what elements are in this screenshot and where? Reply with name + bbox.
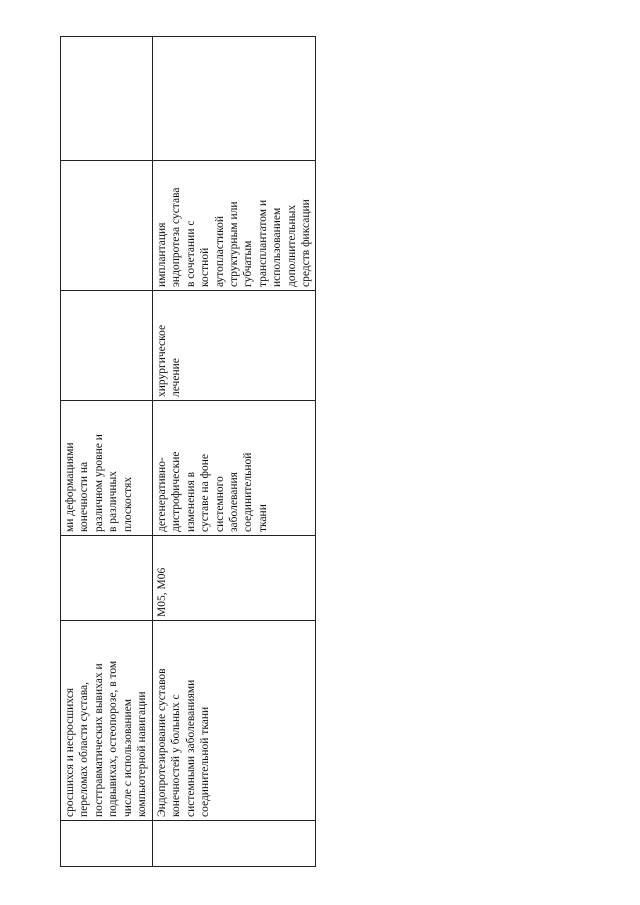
- table-cell: [61, 821, 153, 867]
- table-cell: дегенеративно- дистрофические изменения в суставе на фоне системного заболевания соединительной ткани: [153, 401, 316, 536]
- table-cell: Эндопротезирование суставов конечностей у больных с системными заболеваниями соединительной ткани: [153, 621, 316, 821]
- table-cell: имплантация эндопротеза сустава в сочетании с костной аутопластикой структурным или губчатым трансплантатом и использованием дополнительных средств фиксации: [153, 161, 316, 291]
- table-cell: ми деформациями конечности на различном уровне и в различных плоскостях: [61, 401, 153, 536]
- table-row: [153, 37, 316, 867]
- table-cell: [61, 37, 153, 161]
- table-cell: [153, 821, 316, 867]
- page-content: [60, 37, 315, 867]
- table-cell: сросшихся и несросшихся переломах области сустава, посттравматических вывихах и подвывихах, остеопорозе, в том числе с использованием компьютерной навигации: [61, 621, 153, 821]
- table-cell: хирургическое лечение: [153, 291, 316, 401]
- table-cell: [153, 37, 316, 161]
- medical-table: [60, 36, 316, 867]
- table-cell: [61, 536, 153, 621]
- rotated-page: [60, 37, 315, 867]
- table-cell: [61, 161, 153, 291]
- table-row: [61, 37, 153, 867]
- table-cell: [61, 291, 153, 401]
- table-cell: M05, M06: [153, 536, 316, 621]
